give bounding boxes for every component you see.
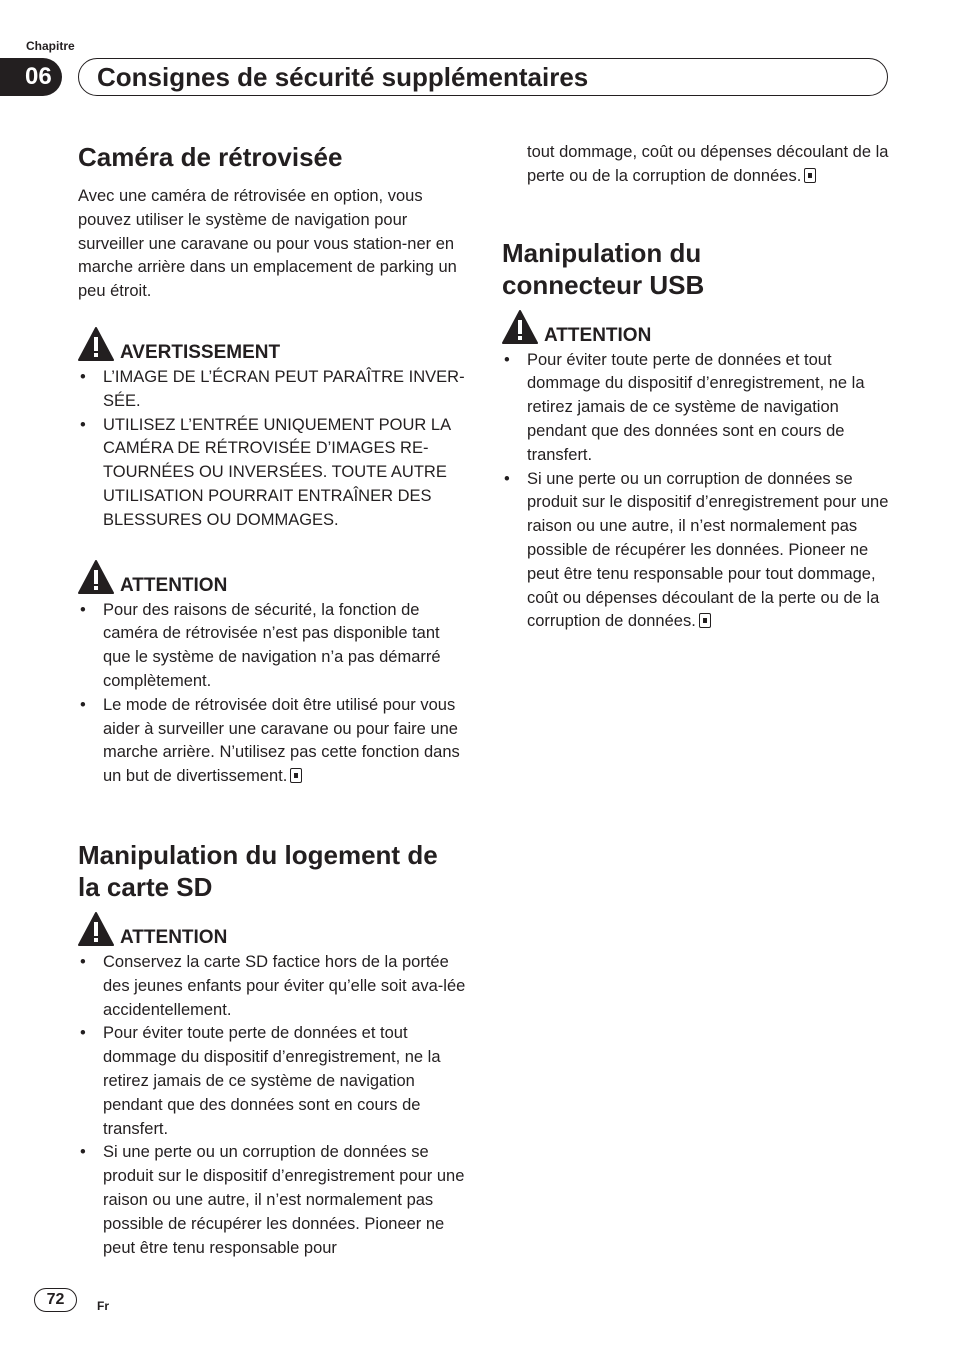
list-item: • Conservez la carte SD factice hors de la portée des jeunes enfants pour éviter qu’elle soit ava-lée accidentellement. <box>80 952 466 1019</box>
list-item: • UTILISEZ L’ENTRÉE UNIQUEMENT POUR LA CAMÉRA DE RÉTROVISÉE D’IMAGES RE-TOURNÉES OU INVERSÉES. TOUTE AUTRE UTILISATION POURRAIT ENTRAÎNER DES BLESSURES OU DOMMAGES. <box>80 415 451 529</box>
attention-heading <box>78 911 466 949</box>
attention-heading <box>78 559 466 597</box>
end-mark-icon <box>290 768 302 783</box>
usb-section-title: Manipulation du connecteur USB <box>502 237 705 300</box>
attention-list <box>502 349 890 635</box>
warning-heading <box>78 326 466 364</box>
attention-title: ATTENTION <box>544 324 652 346</box>
attention-title: ATTENTION <box>120 926 228 948</box>
end-mark-icon <box>699 613 711 628</box>
list-item: • Si une perte ou un corruption de données se produit sur le dispositif d’enregistrement pour une raison ou une autre, il n’est normalement pas possible de récupérer les données. Pioneer ne peut être tenu responsable pour tout dommage, coût ou dépenses découlant de la perte ou de la corruption de données. <box>504 469 889 631</box>
warning-list <box>78 366 466 533</box>
chapter-title: Consignes de sécurité supplémentaires <box>78 58 888 96</box>
list-item: • Pour éviter toute perte de données et tout dommage du dispositif d’enregistrement, ne la retirez jamais de ce système de navigation pendant que des données sont en cours de transfert. <box>504 350 865 464</box>
left-column <box>78 138 466 1260</box>
right-column <box>502 141 890 634</box>
attention-list <box>78 599 466 789</box>
end-mark-icon <box>804 168 816 183</box>
list-item: • Pour éviter toute perte de données et tout dommage du dispositif d’enregistrement, ne la retirez jamais de ce système de navigation pendant que des données sont en cours de transfert. <box>80 1024 441 1138</box>
attention-heading <box>502 309 890 347</box>
sd-continuation: tout dommage, coût ou dépenses découlant de la perte ou de la corruption de données. <box>527 143 889 185</box>
list-item: • Si une perte ou un corruption de données se produit sur le dispositif d’enregistrement pour une raison ou une autre, il n’est normalement pas possible de récupérer les données. Pioneer ne peut être tenu responsable pour <box>80 1143 465 1257</box>
warning-icon <box>78 911 114 947</box>
warning-icon <box>502 309 538 345</box>
camera-section-title: Caméra de rétrovisée <box>78 142 343 172</box>
attention-title: ATTENTION <box>120 574 228 596</box>
list-item: • Le mode de rétrovisée doit être utilisé pour vous aider à surveiller une caravane ou pour faire une marche arrière. N’utilisez pas cette fonction dans un but de divertissement. <box>80 695 460 786</box>
attention-list <box>78 951 466 1260</box>
chapter-label: Chapitre <box>26 39 75 53</box>
sd-section-title: Manipulation du logement de la carte SD <box>78 839 438 902</box>
warning-icon <box>78 559 114 595</box>
list-item: • L’IMAGE DE L’ÉCRAN PEUT PARAÎTRE INVER-SÉE. <box>80 367 465 410</box>
chapter-number: 06 <box>0 58 62 96</box>
list-item: • Pour des raisons de sécurité, la fonction de caméra de rétrovisée n’est pas disponible tant que le système de navigation n’a pas démarré complètement. <box>80 600 441 690</box>
warning-icon <box>78 326 114 362</box>
page-number: 72 <box>34 1288 77 1312</box>
warning-title: AVERTISSEMENT <box>120 341 281 363</box>
language-code: Fr <box>97 1299 109 1313</box>
camera-intro: Avec une caméra de rétrovisée en option, vous pouvez utiliser le système de navigation pour surveiller une caravane ou pour vous station-ner en marche arrière dans un emplacement de parking un peu étroit. <box>78 187 457 301</box>
